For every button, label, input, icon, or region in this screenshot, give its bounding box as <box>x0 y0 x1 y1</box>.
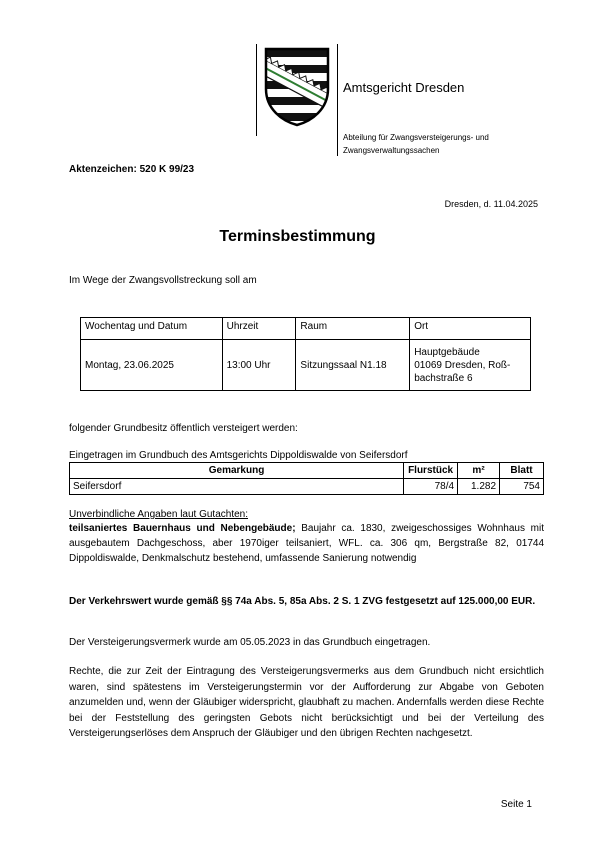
letterhead-rule-right <box>337 44 338 156</box>
rights-notice: Rechte, die zur Zeit der Eintragung des Versteigerungsvermerks aus dem Grundbuch nicht ersichtlich waren, sind spätestens im Versteigerungstermin vor der Aufforderung zur Abgabe von Geboten anzumelden und, wenn der Gläubiger widerspricht, glaubhaft zu machen. Andernfalls werden diese Rechte bei der Feststellung des geringsten Gebots nicht berücksichtigt und bei der Verteilung des Versteigerungserlöses dem Anspruch der Gläubiger und den übrigen Rechten nachgesetzt. <box>69 666 544 739</box>
property-description-body: Baujahr ca. 1830, zweigeschossiges Wohnhaus mit ausgebautem Dachgeschoss, aber 1970iger teilsaniert, WFL. ca. 306 qm, Bergstraße 82, 01744 Dippoldiswalde, Denkmalschutz bestehend, umfassende Sanierung notwendig <box>69 523 544 564</box>
property-description-lead: teilsaniertes Bauernhaus und Nebengebäude; <box>69 523 296 534</box>
gb-header-blatt: Blatt <box>500 463 544 479</box>
land-register-table <box>69 462 544 495</box>
gb-blatt: 754 <box>500 479 544 495</box>
auction-note: Der Versteigerungsvermerk wurde am 05.05.2023 in das Grundbuch eingetragen. <box>69 637 431 648</box>
gb-gemarkung: Seifersdorf <box>70 479 404 495</box>
document-date: Dresden, d. 11.04.2025 <box>444 199 538 209</box>
termin-header-datum: Wochentag und Datum <box>81 318 223 340</box>
intro-text: Im Wege der Zwangsvollstreckung soll am <box>69 275 257 286</box>
gb-header-flaeche: m² <box>458 463 500 479</box>
termin-table <box>80 317 531 391</box>
land-register-text: Eingetragen im Grundbuch des Amtsgerichts Dippoldiswalde von Seifersdorf <box>69 450 408 461</box>
land-register-row <box>70 479 544 495</box>
termin-table-header <box>81 318 531 340</box>
termin-header-raum: Raum <box>296 318 410 340</box>
page-title: Terminsbestimmung <box>219 228 376 245</box>
gb-header-gemarkung: Gemarkung <box>70 463 404 479</box>
termin-ort-line: 01069 Dresden, Roß- <box>414 359 511 371</box>
saxony-coat-of-arms-icon <box>262 45 332 127</box>
gb-flaeche: 1.282 <box>458 479 500 495</box>
court-name: Amtsgericht Dresden <box>343 80 465 95</box>
termin-ort <box>410 340 531 391</box>
gb-flurstueck: 78/4 <box>404 479 458 495</box>
termin-datum: Montag, 23.06.2025 <box>81 340 223 391</box>
termin-raum: Sitzungssaal N1.18 <box>296 340 410 391</box>
termin-header-uhrzeit: Uhrzeit <box>222 318 296 340</box>
termin-header-ort: Ort <box>410 318 531 340</box>
page-number: Seite 1 <box>500 799 532 810</box>
court-department: Abteilung für Zwangsversteigerungs- und Zwangsverwaltungssachen <box>343 133 489 155</box>
termin-uhrzeit: 13:00 Uhr <box>222 340 296 391</box>
letterhead-rule-left <box>256 44 257 136</box>
file-reference: Aktenzeichen: 520 K 99/23 <box>69 164 195 175</box>
property-description <box>69 521 544 566</box>
termin-table-row <box>81 340 531 391</box>
market-value: Der Verkehrswert wurde gemäß §§ 74a Abs. 5, 85a Abs. 2 S. 1 ZVG festgesetzt auf 125.000,00 EUR. <box>69 596 536 607</box>
property-intro: folgender Grundbesitz öffentlich versteigert werden: <box>69 423 298 434</box>
appraisal-heading: Unverbindliche Angaben laut Gutachten: <box>69 509 249 520</box>
land-register-header <box>70 463 544 479</box>
termin-ort-line: Hauptgebäude <box>414 346 480 358</box>
gb-header-flurstueck: Flurstück <box>404 463 458 479</box>
termin-ort-line: bachstraße 6 <box>414 372 473 384</box>
